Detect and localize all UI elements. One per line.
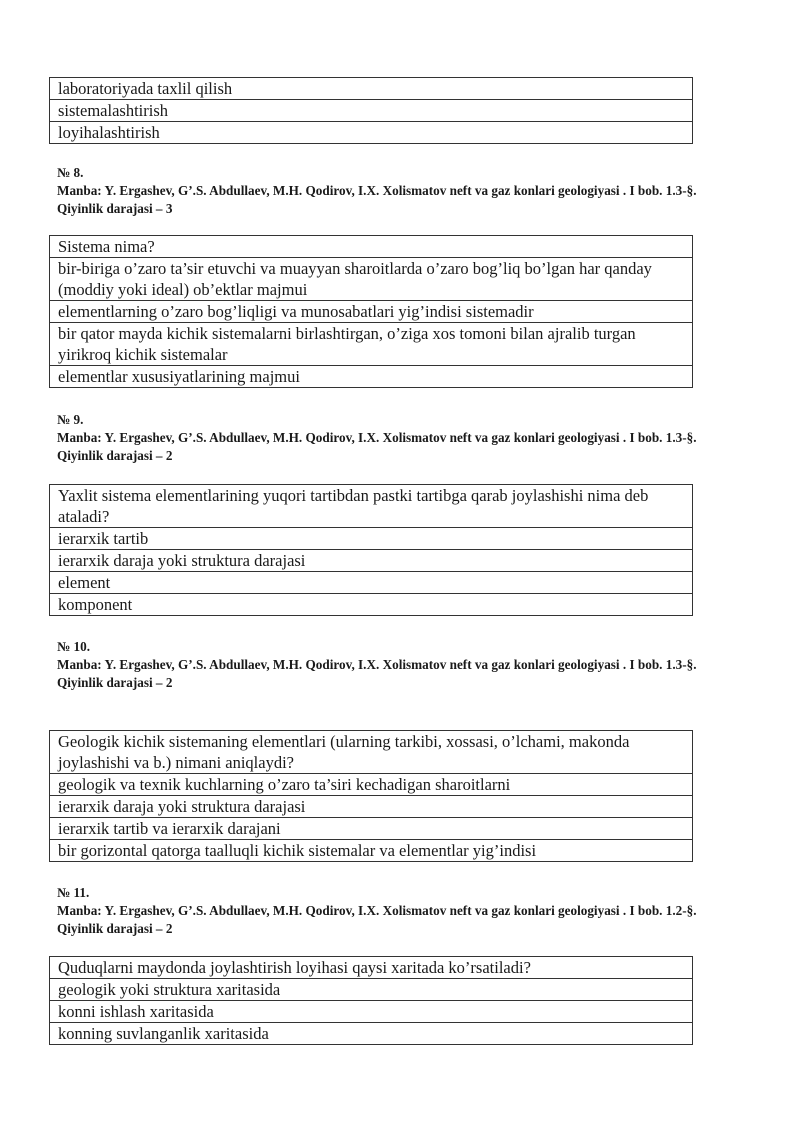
answer-cell: ierarxik tartib va ierarxik darajani: [50, 818, 693, 840]
table-row: [50, 323, 693, 366]
question-source: Manba: Y. Ergashev, G’.S. Abdullaev, M.H. Qodirov, I.X. Xolismatov neft va gaz konlari geologiyasi . I bob. 1.3-§.: [57, 430, 697, 445]
table-row: [50, 301, 693, 323]
table-row: [50, 840, 693, 862]
answer-cell: geologik va texnik kuchlarning o’zaro ta’siri kechadigan sharoitlarni: [50, 774, 693, 796]
answer-cell: element: [50, 572, 693, 594]
table-row: [50, 366, 693, 388]
question-header-11: [57, 884, 697, 938]
answer-cell: loyihalashtirish: [50, 122, 693, 144]
question-cell: Sistema nima?: [50, 236, 693, 258]
table-row: [50, 979, 693, 1001]
question-header-8: [57, 164, 697, 218]
question-table-10: [49, 730, 693, 862]
question-number: № 10.: [57, 639, 91, 654]
answer-cell: komponent: [50, 594, 693, 616]
table-row: [50, 100, 693, 122]
answer-table-prev: [49, 77, 693, 144]
answer-cell: konning suvlanganlik xaritasida: [50, 1023, 693, 1045]
question-cell: Yaxlit sistema elementlarining yuqori tartibdan pastki tartibga qarab joylashishi nima deb ataladi?: [50, 485, 693, 528]
question-number: № 9.: [57, 412, 84, 427]
question-table-8: [49, 235, 693, 388]
question-table-9: [49, 484, 693, 616]
answer-cell: elementlar xususiyatlarining majmui: [50, 366, 693, 388]
question-source: Manba: Y. Ergashev, G’.S. Abdullaev, M.H. Qodirov, I.X. Xolismatov neft va gaz konlari geologiyasi . I bob. 1.3-§.: [57, 183, 697, 198]
question-number: № 11.: [57, 885, 90, 900]
table-row: [50, 485, 693, 528]
table-row: [50, 528, 693, 550]
table-row: [50, 796, 693, 818]
table-row: [50, 594, 693, 616]
question-difficulty: Qiyinlik darajasi – 3: [57, 201, 173, 216]
table-row: [50, 258, 693, 301]
table-row: [50, 78, 693, 100]
table-row: [50, 572, 693, 594]
answer-cell: konni ishlash xaritasida: [50, 1001, 693, 1023]
question-table-11: [49, 956, 693, 1045]
question-difficulty: Qiyinlik darajasi – 2: [57, 448, 173, 463]
answer-cell: ierarxik daraja yoki struktura darajasi: [50, 550, 693, 572]
table-row: [50, 818, 693, 840]
answer-cell: bir qator mayda kichik sistemalarni birlashtirgan, o’ziga xos tomoni bilan ajralib turgan yirikroq kichik sistemalar: [50, 323, 693, 366]
question-header-9: [57, 411, 697, 465]
table-row: [50, 122, 693, 144]
question-cell: Geologik kichik sistemaning elementlari (ularning tarkibi, xossasi, o’lchami, makonda joylashishi va b.) nimani aniqlaydi?: [50, 731, 693, 774]
table-row: [50, 236, 693, 258]
question-cell: Quduqlarni maydonda joylashtirish loyihasi qaysi xaritada ko’rsatiladi?: [50, 957, 693, 979]
question-header-10: [57, 638, 697, 692]
question-source: Manba: Y. Ergashev, G’.S. Abdullaev, M.H. Qodirov, I.X. Xolismatov neft va gaz konlari geologiyasi . I bob. 1.2-§.: [57, 903, 697, 918]
answer-cell: geologik yoki struktura xaritasida: [50, 979, 693, 1001]
table-row: [50, 1001, 693, 1023]
question-difficulty: Qiyinlik darajasi – 2: [57, 675, 173, 690]
answer-cell: ierarxik tartib: [50, 528, 693, 550]
answer-cell: bir gorizontal qatorga taalluqli kichik sistemalar va elementlar yig’indisi: [50, 840, 693, 862]
answer-cell: bir-biriga o’zaro ta’sir etuvchi va muayyan sharoitlarda o’zaro bog’liq bo’lgan har qanday (moddiy yoki ideal) ob’ektlar majmui: [50, 258, 693, 301]
answer-cell: ierarxik daraja yoki struktura darajasi: [50, 796, 693, 818]
answer-cell: elementlarning o’zaro bog’liqligi va munosabatlari yig’indisi sistemadir: [50, 301, 693, 323]
table-row: [50, 1023, 693, 1045]
answer-cell: laboratoriyada taxlil qilish: [50, 78, 693, 100]
table-row: [50, 731, 693, 774]
table-row: [50, 550, 693, 572]
question-difficulty: Qiyinlik darajasi – 2: [57, 921, 173, 936]
table-row: [50, 957, 693, 979]
question-number: № 8.: [57, 165, 84, 180]
table-row: [50, 774, 693, 796]
question-source: Manba: Y. Ergashev, G’.S. Abdullaev, M.H. Qodirov, I.X. Xolismatov neft va gaz konlari geologiyasi . I bob. 1.3-§.: [57, 657, 697, 672]
answer-cell: sistemalashtirish: [50, 100, 693, 122]
